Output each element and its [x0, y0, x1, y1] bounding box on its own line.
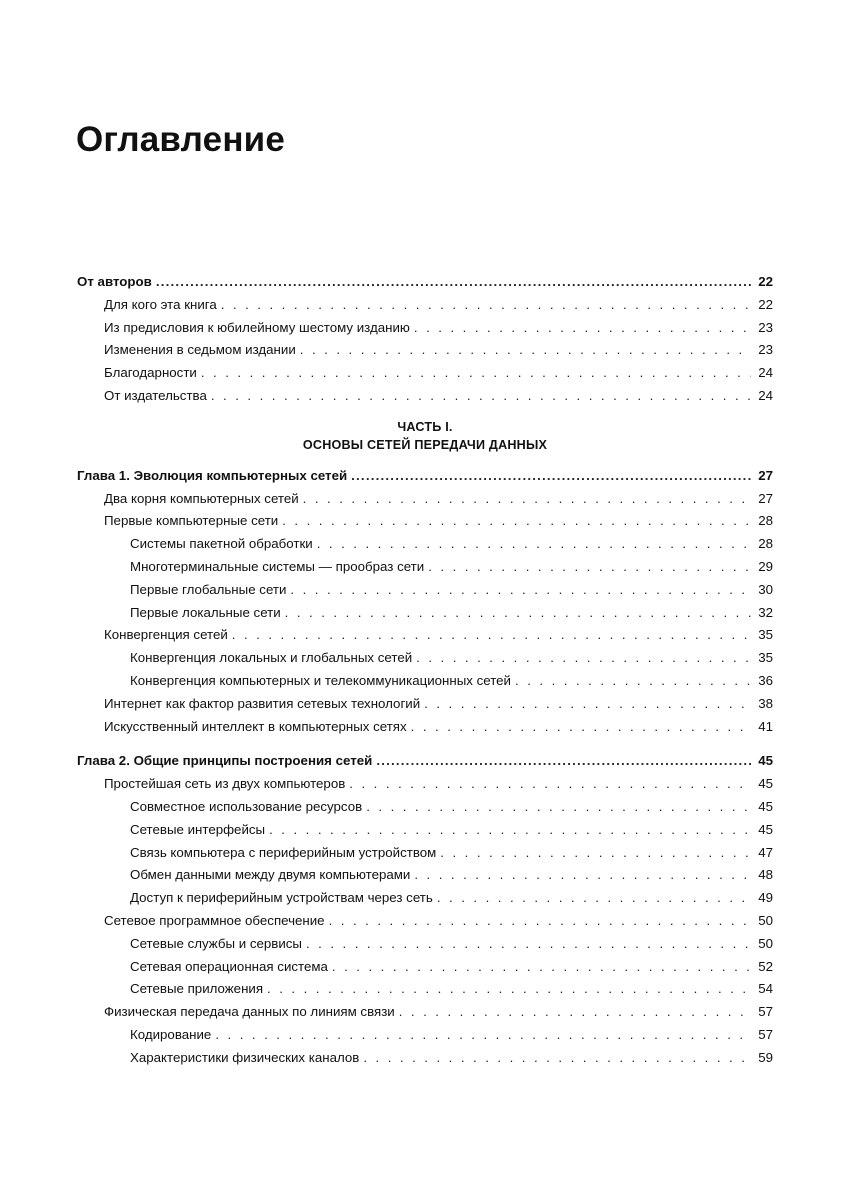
toc-entry-page-number: 24 [758, 387, 773, 403]
toc-entry-label: Многотерминальные системы — прообраз сети [130, 558, 425, 574]
page-title: Оглавление [76, 120, 286, 159]
toc-chapter-entry[interactable] [77, 750, 773, 773]
toc-section-entry[interactable] [77, 716, 773, 739]
toc-entry-page-number: 45 [758, 798, 773, 814]
toc-entry-label: Глава 2. Общие принципы построения сетей [77, 753, 373, 769]
toc-entry-page-number: 27 [758, 490, 773, 506]
dot-leader [269, 819, 751, 842]
toc-subsection-entry[interactable] [77, 602, 773, 625]
toc-section-front-matter [77, 271, 773, 408]
toc-subsection-entry[interactable] [77, 647, 773, 670]
part-heading-title: ОСНОВЫ СЕТЕЙ ПЕРЕДАЧИ ДАННЫХ [302, 438, 548, 453]
toc-section-entry[interactable] [77, 510, 773, 533]
dot-leader [363, 1047, 751, 1070]
dot-leader [156, 271, 751, 294]
section-spacer [77, 738, 773, 750]
dot-leader [424, 693, 751, 716]
dot-leader [215, 1024, 751, 1047]
toc-entry-page-number: 22 [758, 296, 773, 312]
toc-entry-label: Для кого эта книга [104, 296, 217, 312]
toc-entry-page-number: 50 [758, 935, 773, 951]
toc-subsection-entry[interactable] [77, 978, 773, 1001]
toc-entry-page-number: 49 [758, 890, 773, 906]
toc-entry-page-number: 35 [758, 650, 773, 666]
dot-leader [282, 510, 751, 533]
toc-entry-label: Физическая передача данных по линиям связи [104, 1004, 395, 1020]
toc-section-entry[interactable] [77, 1001, 773, 1024]
dot-leader [416, 647, 751, 670]
toc-entry-label: Благодарности [104, 365, 197, 381]
toc-subsection-entry[interactable] [77, 842, 773, 865]
toc-entry-label: Из предисловия к юбилейному шестому изданию [104, 319, 410, 335]
toc-subsection-entry[interactable] [77, 887, 773, 910]
dot-leader [428, 556, 751, 579]
dot-leader [232, 624, 751, 647]
toc-entry-label: Конвергенция компьютерных и телекоммуникационных сетей [130, 672, 511, 688]
dot-leader [317, 533, 751, 556]
toc-entry-page-number: 45 [758, 753, 773, 769]
toc-entry-label: Сетевые интерфейсы [130, 821, 266, 837]
dot-leader [440, 842, 751, 865]
toc-entry-label: Обмен данными между двумя компьютерами [130, 867, 411, 883]
toc-entry-label: Два корня компьютерных сетей [104, 490, 299, 506]
toc-entry-label: Связь компьютера с периферийным устройством [130, 844, 437, 860]
toc-entry-label: Глава 1. Эволюция компьютерных сетей [77, 467, 348, 483]
toc-section-entry[interactable] [77, 488, 773, 511]
toc-chapter-entry[interactable] [77, 271, 773, 294]
toc-subsection-entry[interactable] [77, 533, 773, 556]
toc-entry-label: Конвергенция сетей [104, 627, 228, 643]
toc-entry-page-number: 59 [758, 1049, 773, 1065]
toc-entry-page-number: 47 [758, 844, 773, 860]
toc-entry-page-number: 23 [758, 342, 773, 358]
toc-entry-page-number: 28 [758, 536, 773, 552]
toc-entry-page-number: 54 [758, 981, 773, 997]
dot-leader [329, 910, 751, 933]
toc-entry-label: Интернет как фактор развития сетевых технологий [104, 695, 421, 711]
dot-leader [515, 670, 751, 693]
dot-leader [399, 1001, 751, 1024]
toc-entry-page-number: 22 [758, 274, 773, 289]
toc-subsection-entry[interactable] [77, 956, 773, 979]
toc-subsection-entry[interactable] [77, 933, 773, 956]
toc-section-entry[interactable] [77, 294, 773, 317]
toc-entry-label: Сетевое программное обеспечение [104, 912, 325, 928]
toc-entry-label: Характеристики физических каналов [130, 1049, 360, 1065]
toc-entry-page-number: 36 [758, 672, 773, 688]
toc-entry-label: Системы пакетной обработки [130, 536, 313, 552]
toc-entry-page-number: 30 [758, 581, 773, 597]
dot-leader [351, 465, 751, 488]
dot-leader [221, 294, 751, 317]
toc-entry-page-number: 32 [758, 604, 773, 620]
toc-entry-label: Сетевая операционная система [130, 958, 328, 974]
dot-leader [211, 385, 751, 408]
toc-entry-page-number: 57 [758, 1004, 773, 1020]
toc-section-entry[interactable] [77, 624, 773, 647]
toc-entry-label: Искусственный интеллект в компьютерных сетях [104, 718, 407, 734]
toc-entry-page-number: 45 [758, 821, 773, 837]
toc-entry-page-number: 45 [758, 776, 773, 792]
toc-entry-label: Кодирование [130, 1026, 212, 1042]
dot-leader [300, 339, 751, 362]
toc-section-chapter-1 [77, 465, 773, 739]
dot-leader [303, 488, 751, 511]
toc-subsection-entry[interactable] [77, 1024, 773, 1047]
toc-entry-page-number: 28 [758, 513, 773, 529]
dot-leader [376, 750, 751, 773]
dot-leader [285, 602, 751, 625]
table-of-contents [77, 271, 773, 1070]
toc-entry-label: От авторов [77, 274, 152, 289]
toc-entry-page-number: 23 [758, 319, 773, 335]
dot-leader [267, 978, 751, 1001]
dot-leader [414, 864, 751, 887]
toc-entry-page-number: 24 [758, 365, 773, 381]
toc-chapter-entry[interactable] [77, 465, 773, 488]
toc-section-entry[interactable] [77, 339, 773, 362]
toc-section-entry[interactable] [77, 385, 773, 408]
toc-subsection-entry[interactable] [77, 864, 773, 887]
toc-entry-page-number: 48 [758, 867, 773, 883]
toc-entry-page-number: 50 [758, 912, 773, 928]
toc-entry-page-number: 38 [758, 695, 773, 711]
toc-subsection-entry[interactable] [77, 556, 773, 579]
dot-leader [366, 796, 751, 819]
toc-entry-label: Изменения в седьмом издании [104, 342, 296, 358]
toc-entry-label: Простейшая сеть из двух компьютеров [104, 776, 346, 792]
dot-leader [411, 716, 751, 739]
toc-entry-label: Сетевые приложения [130, 981, 264, 997]
toc-subsection-entry[interactable] [77, 819, 773, 842]
toc-subsection-entry[interactable] [77, 670, 773, 693]
toc-entry-label: Доступ к периферийным устройствам через сеть [130, 890, 433, 906]
toc-entry-label: Первые глобальные сети [130, 581, 287, 597]
toc-subsection-entry[interactable] [77, 579, 773, 602]
dot-leader [349, 773, 751, 796]
toc-entry-label: Первые компьютерные сети [104, 513, 279, 529]
toc-entry-page-number: 57 [758, 1026, 773, 1042]
toc-subsection-entry[interactable] [77, 796, 773, 819]
dot-leader [437, 887, 751, 910]
dot-leader [201, 362, 751, 385]
toc-section-entry[interactable] [77, 910, 773, 933]
dot-leader [414, 317, 751, 340]
toc-section-entry[interactable] [77, 693, 773, 716]
toc-section-entry[interactable] [77, 362, 773, 385]
toc-entry-page-number: 27 [758, 467, 773, 483]
toc-section-entry[interactable] [77, 773, 773, 796]
part-heading-number: ЧАСТЬ I. [397, 419, 453, 434]
toc-entry-label: Конвергенция локальных и глобальных сетей [130, 650, 413, 666]
toc-section-chapter-2 [77, 750, 773, 1069]
toc-section-entry[interactable] [77, 317, 773, 340]
toc-entry-page-number: 52 [758, 958, 773, 974]
toc-entry-page-number: 29 [758, 558, 773, 574]
dot-leader [306, 933, 751, 956]
toc-entry-page-number: 41 [758, 718, 773, 734]
toc-entry-label: Первые локальные сети [130, 604, 281, 620]
toc-entry-page-number: 35 [758, 627, 773, 643]
toc-entry-label: Сетевые службы и сервисы [130, 935, 302, 951]
dot-leader [332, 956, 751, 979]
toc-subsection-entry[interactable] [77, 1047, 773, 1070]
toc-entry-label: Совместное использование ресурсов [130, 798, 363, 814]
dot-leader [290, 579, 751, 602]
part-heading [77, 418, 773, 455]
toc-entry-label: От издательства [104, 387, 207, 403]
